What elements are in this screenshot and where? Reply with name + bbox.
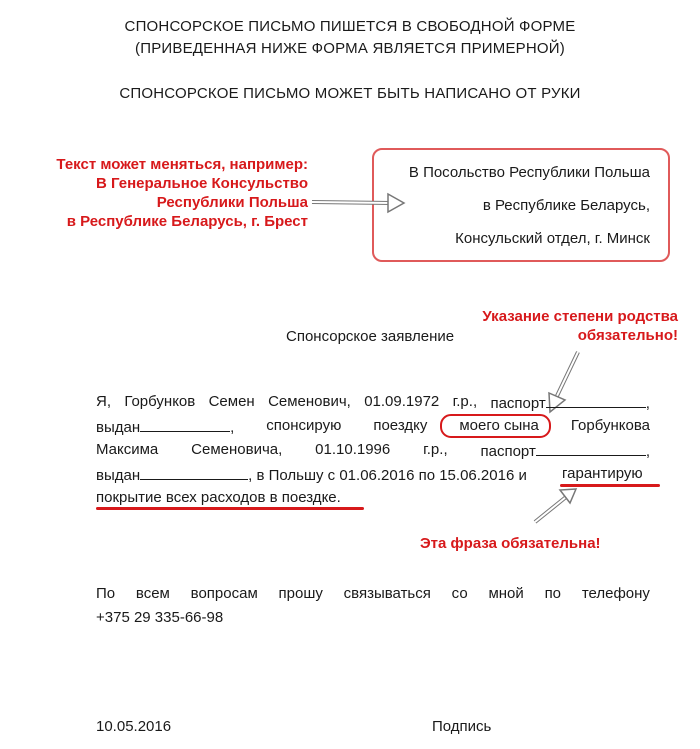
word: 01.09.1972 xyxy=(364,393,440,410)
note-relation-line-2: обязательно! xyxy=(577,327,678,344)
letter-line-1 xyxy=(96,393,650,412)
word: Семенович, xyxy=(268,393,351,410)
letter-line-4: выдан , в Польшу с 01.06.2016 по 15.06.2016 и xyxy=(96,467,527,484)
word: Семен xyxy=(208,393,255,410)
relation-word: моего сына xyxy=(459,417,539,434)
note-relation-required xyxy=(440,307,678,345)
word: всем xyxy=(135,585,170,602)
signature-label: Подпись xyxy=(432,718,492,735)
letter-line-3 xyxy=(96,441,650,460)
blank-field xyxy=(546,393,646,408)
word: прошу xyxy=(278,585,323,602)
phone-number: +375 29 335-66-98 xyxy=(96,609,224,626)
required-phrase-underline-2 xyxy=(96,507,364,510)
word: мной xyxy=(488,585,524,602)
arrow-to-address-icon xyxy=(312,194,404,212)
header-line-2: (ПРИВЕДЕННАЯ НИЖЕ ФОРМА ЯВЛЯЕТСЯ ПРИМЕРНОЙ) xyxy=(135,40,565,57)
contact-line xyxy=(96,585,650,602)
note-line-2: В Генеральное Консульство xyxy=(96,175,308,192)
letter-line-2 xyxy=(96,417,650,436)
word: телефону xyxy=(581,585,650,602)
note-line-1: Текст может меняться, например: xyxy=(56,156,308,173)
note-relation-line-1: Указание степени родства xyxy=(482,308,678,325)
word: Максима xyxy=(96,441,159,458)
word: Я, xyxy=(96,393,111,410)
note-phrase-required: Эта фраза обязательна! xyxy=(420,535,601,552)
letter-date: 10.05.2016 xyxy=(96,718,172,735)
document-title: Спонсорское заявление xyxy=(286,328,455,345)
word: вопросам xyxy=(190,585,258,602)
word: Горбункова xyxy=(570,417,650,434)
address-line-3: Консульский отдел, г. Минск xyxy=(455,230,650,247)
word: поездку xyxy=(373,417,428,434)
passport-field: паспорт , xyxy=(480,443,650,460)
word: связываться xyxy=(343,585,431,602)
word: По xyxy=(96,585,116,602)
word: со xyxy=(451,585,468,602)
address-line-2: в Республике Беларусь, xyxy=(482,197,650,214)
blank-field xyxy=(140,465,248,480)
issued-field: выдан , xyxy=(96,419,235,436)
letter-line-5: покрытие всех расходов в поездке. xyxy=(96,489,341,506)
word: 01.10.1996 xyxy=(315,441,391,458)
address-line-1: В Посольство Республики Польша xyxy=(408,164,650,181)
blank-field xyxy=(536,441,646,456)
passport-field: паспорт , xyxy=(490,395,650,412)
arrow-to-phrase-icon xyxy=(535,489,576,522)
word: спонсирую xyxy=(266,417,342,434)
header-line-1: СПОНСОРСКОЕ ПИСЬМО ПИШЕТСЯ В СВОБОДНОЙ ФОРМЕ xyxy=(124,18,576,35)
word: Горбунков xyxy=(124,393,196,410)
note-line-4: в Республике Беларусь, г. Брест xyxy=(66,213,308,230)
blank-field xyxy=(140,417,230,432)
note-line-3: Республики Польша xyxy=(156,194,308,211)
word: г.р., xyxy=(452,393,478,410)
word: Семеновича, xyxy=(191,441,283,458)
word: г.р., xyxy=(423,441,448,458)
header-line-3: СПОНСОРСКОЕ ПИСЬМО МОЖЕТ БЫТЬ НАПИСАНО ОТ РУКИ xyxy=(119,85,581,102)
required-phrase-underline-1 xyxy=(560,484,660,487)
guarantee-word: гарантирую xyxy=(562,465,643,482)
word: по xyxy=(544,585,562,602)
